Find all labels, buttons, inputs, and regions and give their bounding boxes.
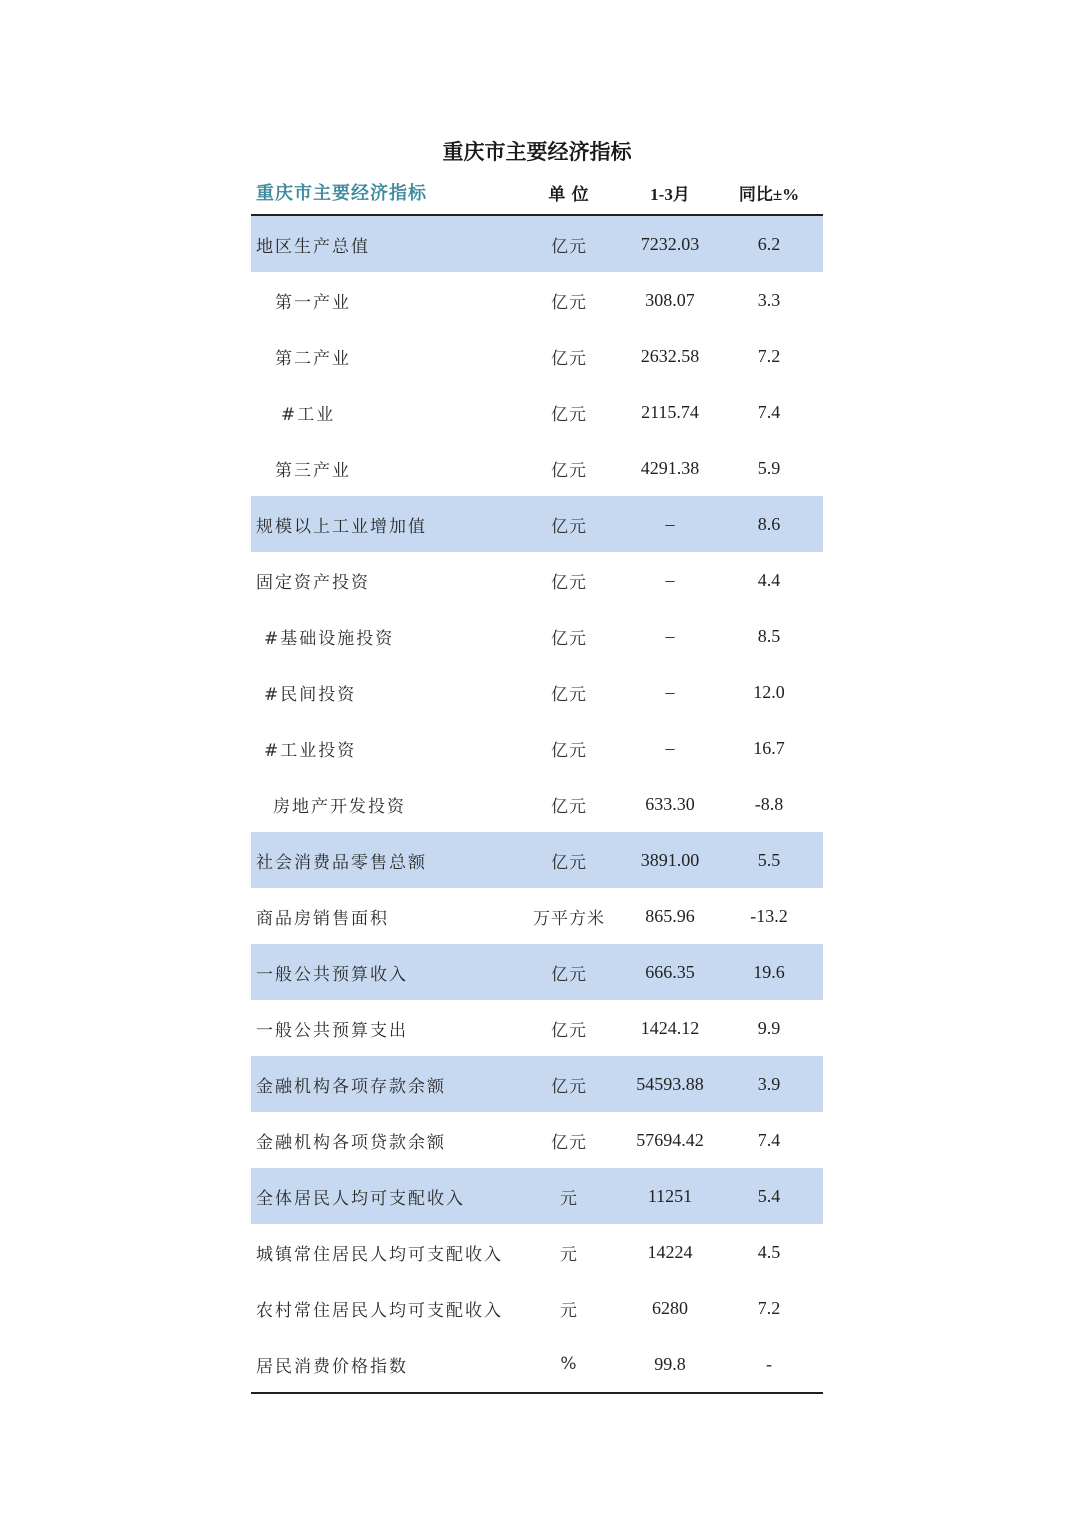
indicator-yoy: - [766, 1353, 772, 1374]
indicator-value: 666.35 [645, 961, 695, 982]
indicator-unit: 亿元 [551, 460, 587, 481]
indicator-value: 99.8 [654, 1353, 686, 1374]
header-unit: 单 位 [548, 184, 590, 204]
header-name: 重庆市主要经济指标 [256, 183, 427, 204]
table-row [251, 1112, 823, 1168]
table-row [251, 1224, 823, 1280]
table-row [251, 1168, 823, 1224]
indicator-value: 865.96 [645, 905, 695, 926]
indicator-yoy: 6.2 [757, 233, 781, 254]
indicator-yoy: 5.4 [757, 1185, 781, 1206]
indicator-name: 社会消费品零售总额 [256, 852, 427, 873]
indicator-unit: 亿元 [551, 684, 587, 705]
table-row [251, 384, 823, 440]
indicator-unit: 亿元 [551, 852, 587, 873]
indicator-value: 1424.12 [640, 1017, 700, 1038]
indicator-value: 308.07 [645, 289, 695, 310]
indicator-yoy: 4.5 [757, 1241, 781, 1262]
table-row [251, 776, 823, 832]
indicator-unit: 亿元 [551, 1076, 587, 1097]
indicator-value: 11251 [647, 1185, 693, 1206]
indicator-name: 房地产开发投资 [273, 796, 406, 817]
indicator-yoy: 3.3 [757, 289, 781, 310]
indicator-yoy: 5.5 [757, 849, 781, 870]
indicator-yoy: 8.6 [757, 513, 781, 534]
indicator-yoy: 8.5 [757, 625, 781, 646]
table-row [251, 272, 823, 328]
indicator-name: 城镇常住居民人均可支配收入 [256, 1244, 503, 1265]
table-row [251, 888, 823, 944]
bottom-rule [251, 1392, 823, 1394]
indicator-unit: 亿元 [551, 292, 587, 313]
table-row [251, 328, 823, 384]
indicator-name: 居民消费价格指数 [256, 1356, 408, 1377]
indicator-name: 第三产业 [275, 460, 351, 481]
indicator-value: 2632.58 [640, 345, 700, 366]
indicator-name: 地区生产总值 [256, 236, 370, 257]
indicator-name: #民间投资 [264, 684, 357, 705]
indicator-value: 4291.38 [640, 457, 700, 478]
indicator-value: 7232.03 [640, 233, 700, 254]
table-row [251, 496, 823, 552]
table-row [251, 1336, 823, 1392]
indicator-unit: 亿元 [551, 1132, 587, 1153]
table-body [251, 216, 823, 1392]
indicator-unit: 亿元 [551, 572, 587, 593]
indicator-name: #基础设施投资 [264, 628, 395, 649]
header-period: 1-3月 [650, 184, 690, 204]
table-row [251, 1056, 823, 1112]
page-title: 重庆市主要经济指标 [442, 140, 632, 164]
indicator-value: – [665, 569, 675, 590]
indicator-yoy: 3.9 [757, 1073, 781, 1094]
indicator-unit: 亿元 [551, 236, 587, 257]
indicator-name: 第一产业 [275, 292, 351, 313]
indicator-name: 一般公共预算支出 [256, 1020, 408, 1041]
indicator-unit: 亿元 [551, 404, 587, 425]
indicator-unit: 亿元 [551, 1020, 587, 1041]
indicator-yoy: 7.2 [757, 345, 781, 366]
indicator-value: 633.30 [645, 793, 695, 814]
indicator-yoy: 7.4 [757, 401, 781, 422]
table-row [251, 608, 823, 664]
indicator-yoy: -13.2 [750, 905, 788, 926]
indicator-name: 第二产业 [275, 348, 351, 369]
indicator-unit: % [560, 1354, 578, 1374]
table-row [251, 1000, 823, 1056]
indicator-yoy: 4.4 [757, 569, 781, 590]
indicator-name: #工业 [281, 404, 336, 425]
indicator-name: 全体居民人均可支配收入 [256, 1188, 465, 1209]
table-row [251, 440, 823, 496]
indicator-value: 6280 [652, 1297, 688, 1318]
indicator-unit: 亿元 [551, 628, 587, 649]
indicator-value: 54593.88 [636, 1073, 704, 1094]
indicator-unit: 元 [560, 1300, 578, 1321]
indicator-unit: 元 [560, 1244, 578, 1265]
indicator-value: 3891.00 [640, 849, 700, 870]
table-row [251, 216, 823, 272]
indicator-name: 金融机构各项存款余额 [256, 1076, 446, 1097]
indicator-value: – [665, 737, 675, 758]
table-header [251, 170, 823, 216]
indicator-yoy: 19.6 [753, 961, 785, 982]
indicator-yoy: 16.7 [753, 737, 785, 758]
indicator-yoy: 7.2 [757, 1297, 781, 1318]
indicator-name: #工业投资 [264, 740, 357, 761]
indicator-name: 规模以上工业增加值 [256, 516, 427, 537]
table-row [251, 832, 823, 888]
indicator-yoy: 7.4 [757, 1129, 781, 1150]
indicator-table [251, 170, 823, 1394]
indicator-name: 商品房销售面积 [256, 908, 389, 929]
indicator-unit: 万平方米 [533, 908, 605, 929]
table-row [251, 944, 823, 1000]
indicator-value: 57694.42 [636, 1129, 704, 1150]
indicator-unit: 亿元 [551, 516, 587, 537]
indicator-name: 固定资产投资 [256, 572, 370, 593]
indicator-value: – [665, 681, 675, 702]
indicator-unit: 亿元 [551, 740, 587, 761]
indicator-unit: 亿元 [551, 348, 587, 369]
indicator-yoy: 12.0 [753, 681, 785, 702]
indicator-value: – [665, 513, 675, 534]
indicator-yoy: -8.8 [754, 793, 784, 814]
indicator-yoy: 9.9 [757, 1017, 781, 1038]
indicator-unit: 亿元 [551, 964, 587, 985]
header-yoy: 同比±% [738, 184, 800, 204]
indicator-name: 一般公共预算收入 [256, 964, 408, 985]
table-row [251, 664, 823, 720]
indicator-value: – [665, 625, 675, 646]
table-row [251, 720, 823, 776]
indicator-name: 农村常住居民人均可支配收入 [256, 1300, 503, 1321]
indicator-value: 14224 [647, 1241, 693, 1262]
indicator-yoy: 5.9 [757, 457, 781, 478]
indicator-unit: 元 [560, 1188, 578, 1209]
indicator-name: 金融机构各项贷款余额 [256, 1132, 446, 1153]
table-row [251, 552, 823, 608]
indicator-unit: 亿元 [551, 796, 587, 817]
table-row [251, 1280, 823, 1336]
indicator-value: 2115.74 [641, 401, 699, 422]
